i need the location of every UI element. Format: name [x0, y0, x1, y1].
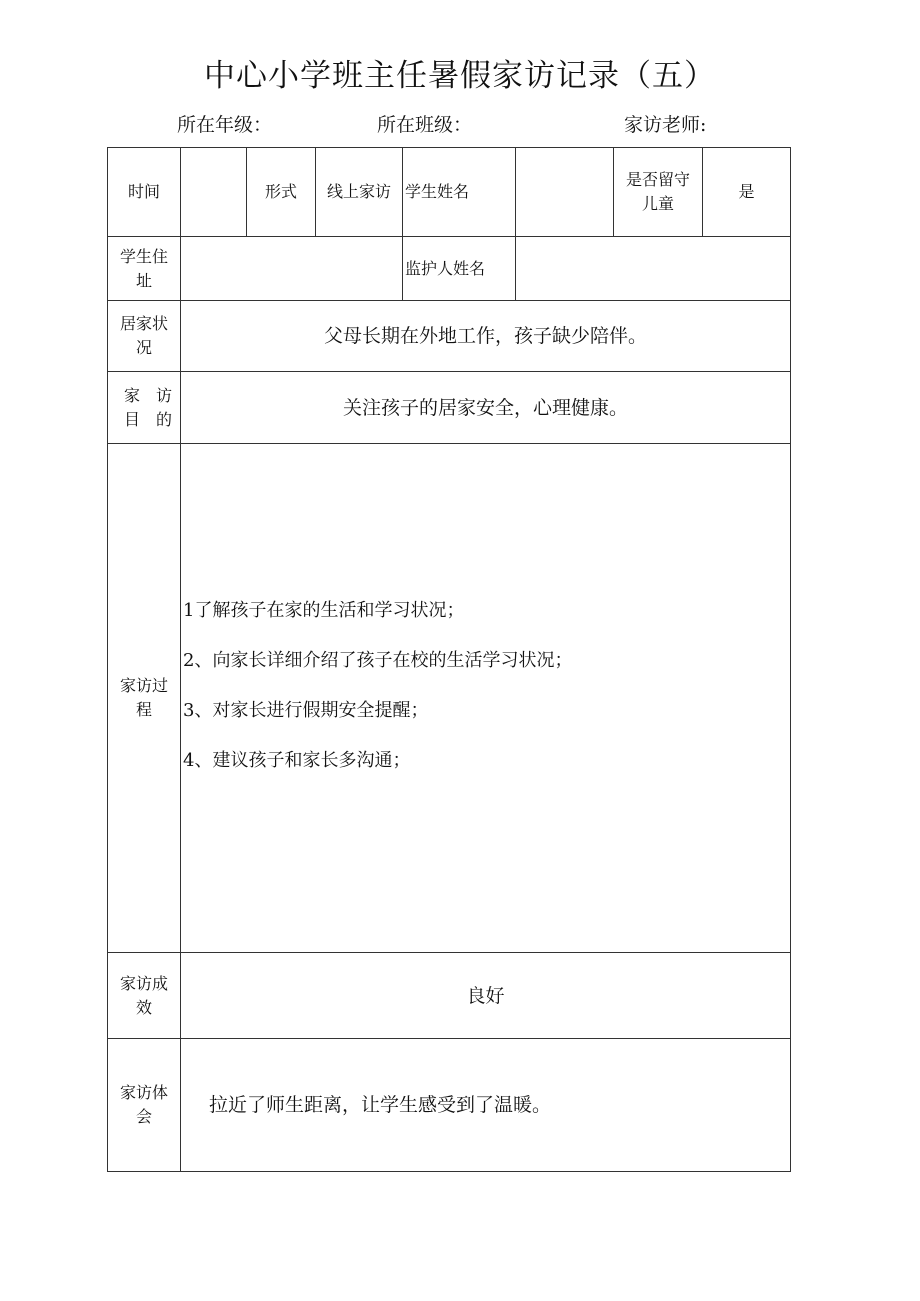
effect-value: 良好	[181, 953, 791, 1039]
home-situation-label: 居家状况	[108, 301, 181, 372]
grade-label: 所在年级：	[177, 114, 273, 136]
student-name-label: 学生姓名	[403, 148, 516, 237]
left-behind-label: 是否留守儿童	[614, 148, 703, 237]
home-visit-form	[107, 147, 791, 1172]
guardian-value	[516, 237, 791, 301]
left-behind-value: 是	[703, 148, 791, 237]
time-label: 时间	[108, 148, 181, 237]
process-item: 4、建议孩子和家长多沟通；	[183, 750, 411, 771]
form-value: 线上家访	[316, 148, 403, 237]
row-address	[108, 237, 791, 301]
effect-label: 家访成效	[108, 953, 181, 1039]
process-item: 1了解孩子在家的生活和学习状况；	[183, 600, 465, 621]
guardian-label: 监护人姓名	[403, 237, 516, 301]
row-basic-info	[108, 148, 791, 237]
reflection-value: 拉近了师生距离，让学生感受到了温暖。	[181, 1039, 791, 1172]
home-situation-value: 父母长期在外地工作，孩子缺少陪伴。	[181, 301, 791, 372]
time-value	[181, 148, 247, 237]
process-list	[181, 598, 790, 774]
row-reflection	[108, 1039, 791, 1172]
process-item: 2、向家长详细介绍了孩子在校的生活学习状况；	[183, 650, 573, 671]
process-content	[181, 444, 791, 953]
address-value	[181, 237, 403, 301]
process-item: 3、对家长进行假期安全提醒；	[183, 700, 429, 721]
purpose-label: 家 访目的	[108, 372, 181, 444]
reflection-label: 家访体会	[108, 1039, 181, 1172]
class-label: 所在班级：	[377, 114, 473, 136]
process-label: 家访过程	[108, 444, 181, 953]
row-home-situation	[108, 301, 791, 372]
row-purpose	[108, 372, 791, 444]
row-process	[108, 444, 791, 953]
form-label: 形式	[247, 148, 316, 237]
teacher-label: 家访老师:	[624, 114, 707, 136]
purpose-value: 关注孩子的居家安全，心理健康。	[181, 372, 791, 444]
student-name-value	[516, 148, 614, 237]
row-effect	[108, 953, 791, 1039]
address-label: 学生住址	[108, 237, 181, 301]
page-title: 中心小学班主任暑假家访记录（五）	[204, 58, 716, 94]
